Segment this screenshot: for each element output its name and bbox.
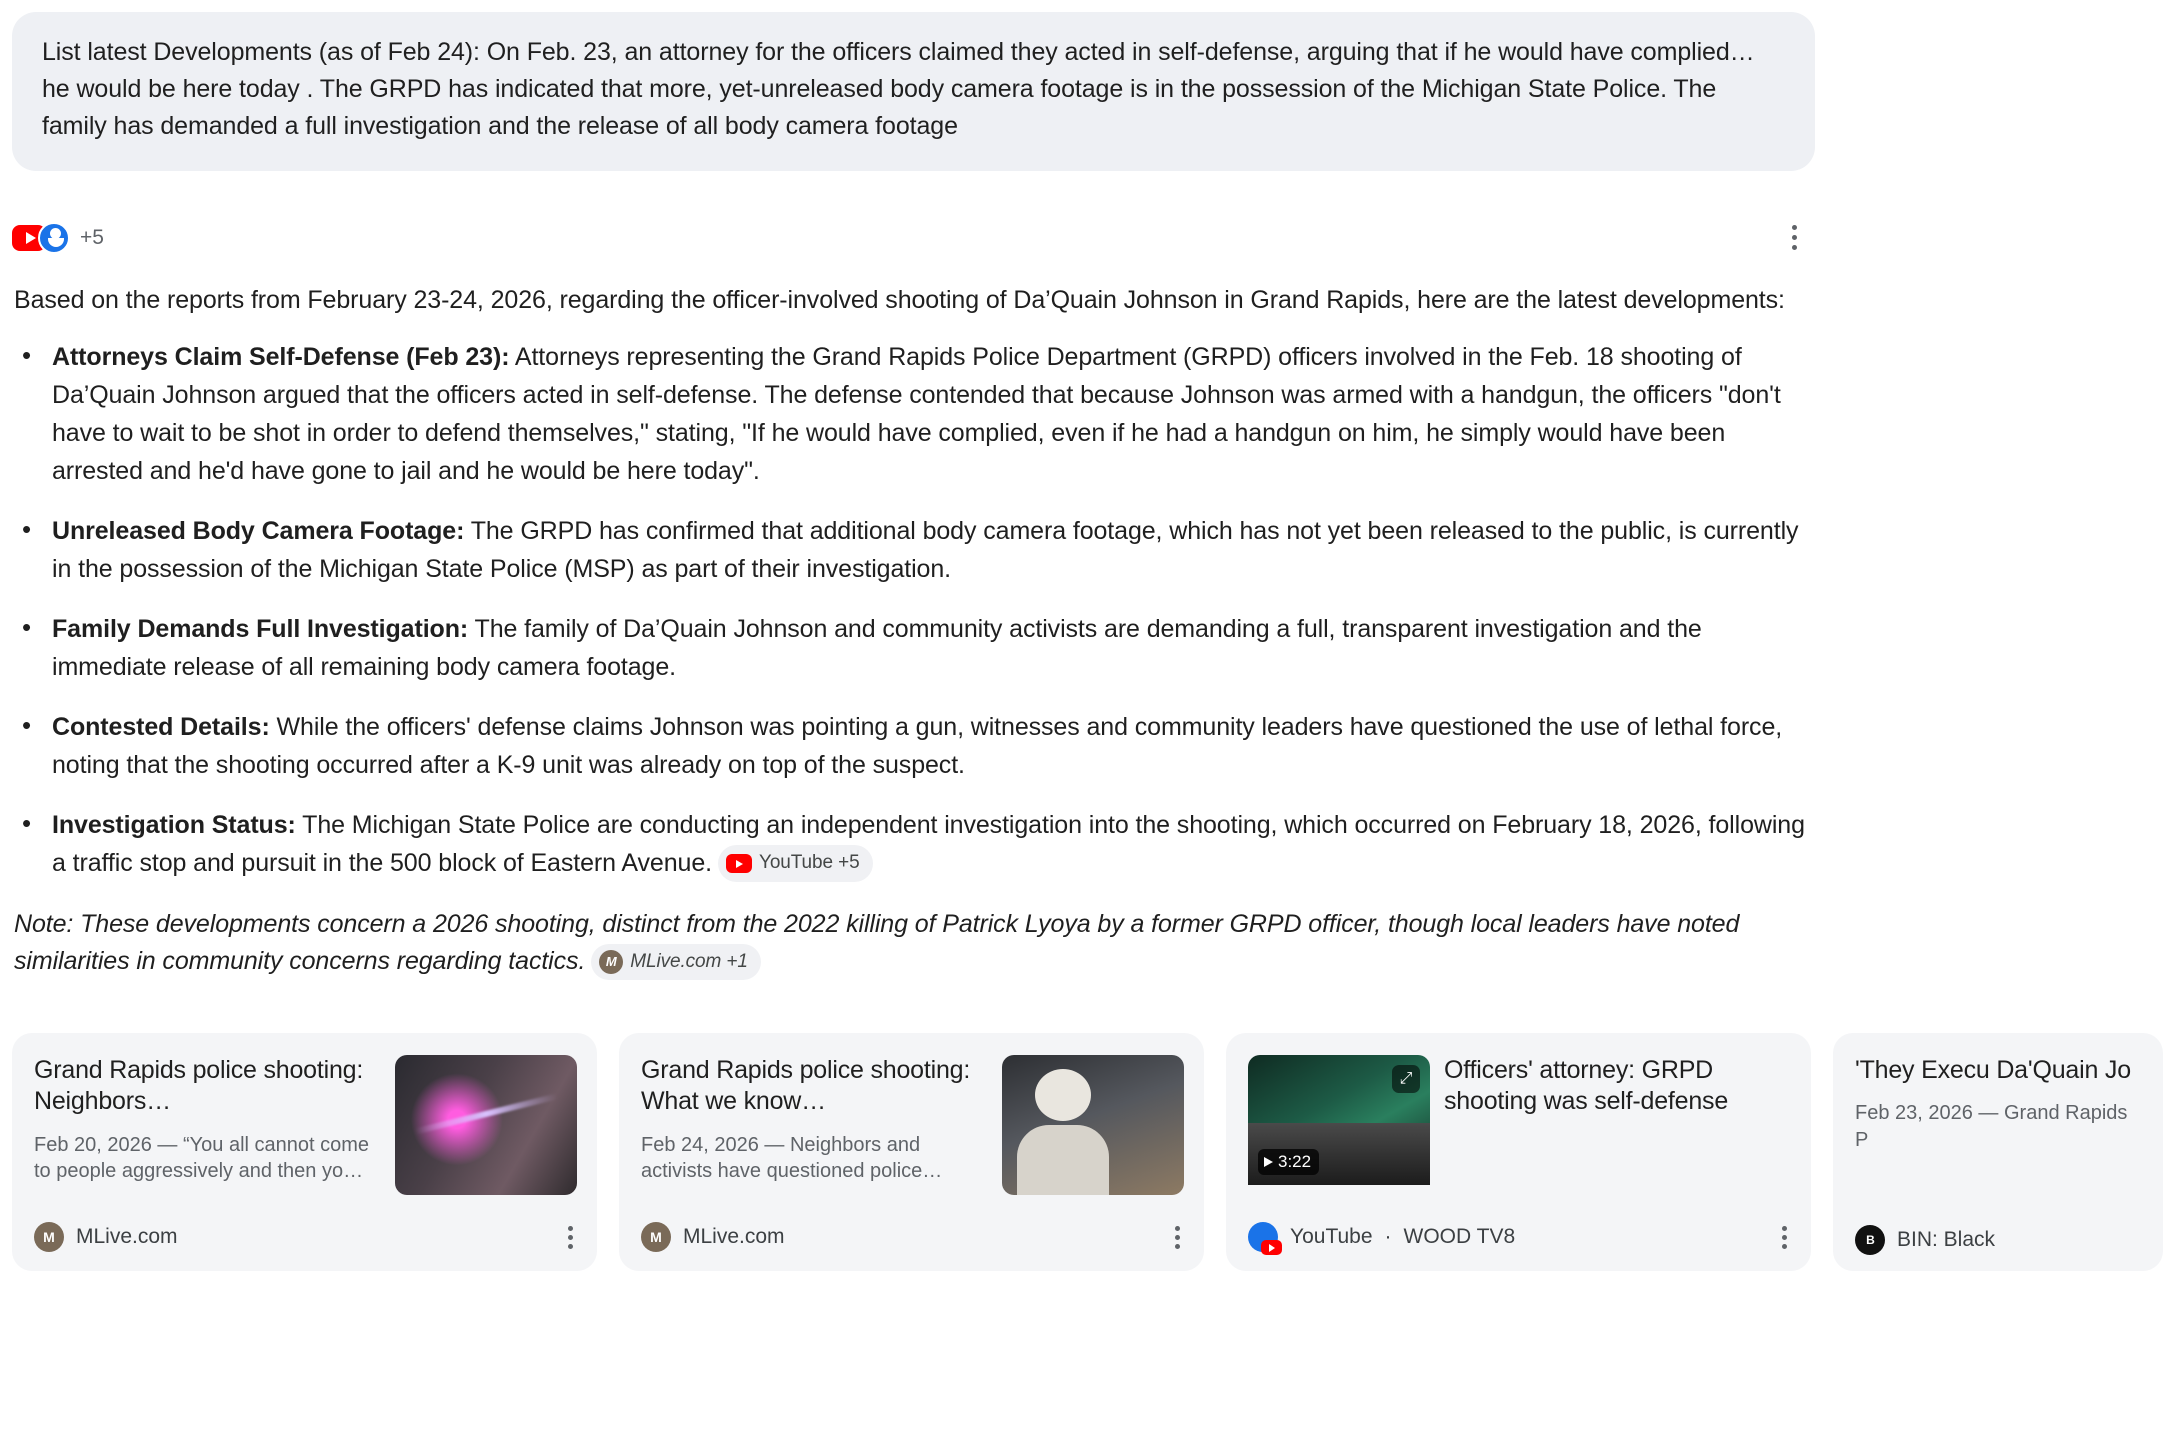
source-extra-count: +5 xyxy=(80,225,104,249)
bullet-lead: Family Demands Full Investigation: xyxy=(52,614,469,643)
conversation-page xyxy=(0,12,2131,1271)
citation-label: YouTube +5 xyxy=(758,852,860,874)
user-prompt-bubble xyxy=(12,12,1815,171)
sources-row xyxy=(6,219,1809,256)
card-source xyxy=(34,1222,178,1252)
youtube-favicon-icon xyxy=(1248,1222,1278,1252)
card-snippet: Feb 24, 2026 — Neighbors and activists have questioned police… xyxy=(641,1133,943,1183)
card-title: Officers' attorney: GRPD shooting was self-defense xyxy=(1444,1055,1729,1116)
source-card-video[interactable] xyxy=(1226,1033,1811,1271)
card-footer xyxy=(1248,1220,1791,1255)
source-cards xyxy=(12,1033,2131,1271)
list-item xyxy=(52,512,1813,588)
card-content xyxy=(1855,1055,2143,1213)
card-content xyxy=(1248,1055,1791,1208)
note-text: Note: These developments concern a 2026 shooting, distinct from the 2022 killing of Patrick Lyoya by a former GRPD officer, though local leaders have noted similarities in community concerns regarding tactics. xyxy=(14,909,1740,976)
user-prompt-text: List latest Developments (as of Feb 24): On Feb. 23, an attorney for the officers claimed they acted in self-defense, arguing that if he would have complied… he would be here today . The GRPD has indicated that more, yet-unreleased body camera footage is in the possession of the Michigan State Police. The family has demanded a full investigation and the release of all body camera footage xyxy=(42,38,1755,140)
card-text-column xyxy=(1444,1055,1791,1208)
card-thumbnail xyxy=(395,1055,577,1195)
google-account-source-icon xyxy=(38,222,70,254)
citation-label: MLive.com +1 xyxy=(630,950,748,972)
answer-intro: Based on the reports from February 23-24, 2026, regarding the officer-involved shooting of Da’Quain Johnson in Grand Rapids, here are the latest developments: xyxy=(14,286,1785,314)
card-source-label: MLive.com xyxy=(683,1225,785,1249)
bullet-lead: Contested Details: xyxy=(52,712,270,741)
card-text-column xyxy=(1855,1055,2143,1213)
youtube-icon xyxy=(726,854,752,873)
card-source-label: MLive.com xyxy=(76,1225,178,1249)
answer-note xyxy=(14,906,1813,981)
source-card[interactable] xyxy=(619,1033,1204,1271)
card-source-separator: · xyxy=(1384,1225,1392,1249)
bullet-text: The family of Da’Quain Johnson and community activists are demanding a full, transparent investigation and the immediate release of all remaining body camera footage. xyxy=(52,614,1702,681)
mlive-icon: M xyxy=(599,950,623,974)
card-source xyxy=(641,1222,785,1252)
response-more-options-icon[interactable] xyxy=(1786,219,1803,256)
mlive-favicon-icon: M xyxy=(34,1222,64,1252)
bullet-text: Attorneys representing the Grand Rapids Police Department (GRPD) officers involved in the Feb. 18 shooting of Da’Quain Johnson argued that the officers acted in self-defense. The defense contended that because Johnson was armed with a handgun, the officers "don't have to wait to be shot in order to defend themselves," stating, "If he would have complied, even if he had a handgun on him, he simply would have been arrested and he'd have gone to jail and he would be here today". xyxy=(52,342,1781,485)
source-card[interactable] xyxy=(12,1033,597,1271)
bullet-text: While the officers' defense claims Johnson was pointing a gun, witnesses and community leaders have questioned the use of lethal force, noting that the shooting occurred after a K-9 unit was already on top of the suspect. xyxy=(52,712,1783,779)
card-content xyxy=(34,1055,577,1208)
card-snippet: Feb 23, 2026 — Grand Rapids P xyxy=(1855,1102,2128,1151)
list-item xyxy=(52,806,1813,882)
card-title: Grand Rapids police shooting: What we know… xyxy=(641,1055,971,1116)
bin-favicon-icon: B xyxy=(1855,1225,1885,1255)
list-item xyxy=(52,338,1813,490)
bullet-lead: Unreleased Body Camera Footage: xyxy=(52,516,465,545)
card-title: 'They Execu Da'Quain Jo xyxy=(1855,1055,2131,1084)
card-title: Grand Rapids police shooting: Neighbors… xyxy=(34,1055,364,1116)
card-source xyxy=(1248,1222,1515,1252)
card-text-column xyxy=(641,1055,988,1208)
bullet-text: The GRPD has confirmed that additional body camera footage, which has not yet been released to the public, is currently in the possession of the Michigan State Police (MSP) as part of their investigation. xyxy=(52,516,1799,583)
list-item xyxy=(52,708,1813,784)
card-footer xyxy=(641,1220,1184,1255)
bullet-text: The Michigan State Police are conducting an independent investigation into the shooting, which occurred on February 18, 2026, following a traffic stop and pursuit in the 500 block of Eastern Avenue. xyxy=(52,810,1805,877)
assistant-answer xyxy=(6,282,1821,981)
card-source xyxy=(1855,1225,1995,1255)
source-chip-group[interactable] xyxy=(12,221,104,255)
card-source-label: BIN: Black xyxy=(1897,1227,1996,1251)
card-more-options-icon[interactable] xyxy=(1778,1220,1791,1255)
source-card[interactable] xyxy=(1833,1033,2163,1271)
card-channel-label: WOOD TV8 xyxy=(1403,1225,1516,1249)
card-footer xyxy=(1855,1225,2143,1255)
card-source-label: YouTube xyxy=(1290,1225,1373,1249)
card-more-options-icon[interactable] xyxy=(564,1220,577,1255)
mlive-favicon-icon: M xyxy=(641,1222,671,1252)
card-footer xyxy=(34,1220,577,1255)
video-thumbnail[interactable] xyxy=(1248,1055,1430,1185)
expand-icon[interactable]: ⤢ xyxy=(1392,1065,1420,1093)
bullet-lead: Attorneys Claim Self-Defense (Feb 23): xyxy=(52,342,510,371)
answer-bullet-list xyxy=(6,338,1821,882)
list-item xyxy=(52,610,1813,686)
card-more-options-icon[interactable] xyxy=(1171,1220,1184,1255)
bullet-lead: Investigation Status: xyxy=(52,810,296,839)
card-content xyxy=(641,1055,1184,1208)
card-thumbnail xyxy=(1002,1055,1184,1195)
mlive-citation-badge[interactable] xyxy=(591,944,761,981)
card-snippet: Feb 20, 2026 — “You all cannot come to people aggressively and then yo… xyxy=(34,1133,370,1183)
card-text-column xyxy=(34,1055,381,1208)
video-duration: 3:22 xyxy=(1258,1149,1319,1175)
youtube-citation-badge[interactable] xyxy=(718,845,873,882)
